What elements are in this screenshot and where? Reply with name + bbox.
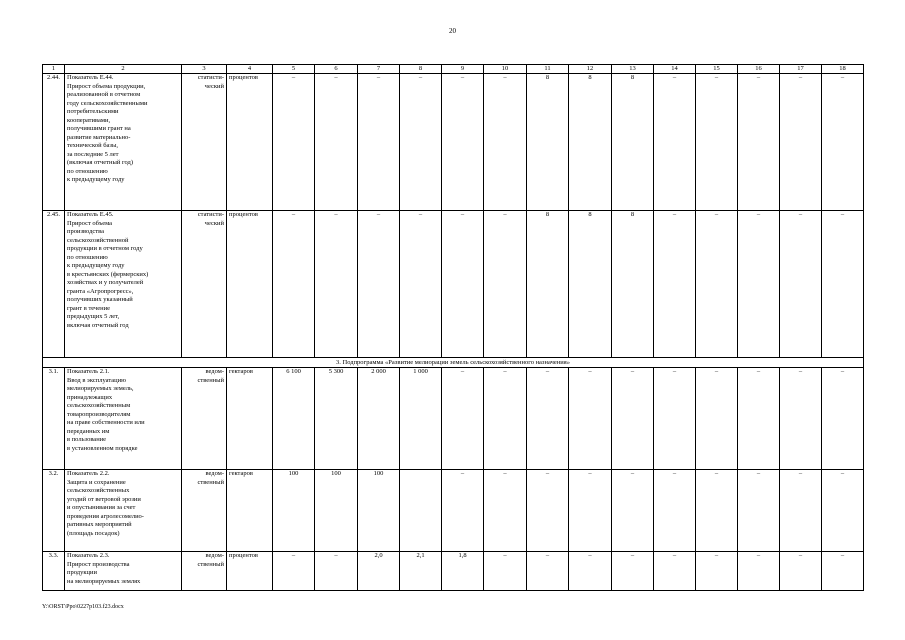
value-cell: – — [780, 470, 822, 552]
column-number-header: 16 — [738, 65, 780, 74]
value-cell: – — [654, 211, 696, 358]
column-number-header: 15 — [696, 65, 738, 74]
subprogram-title: 3. Подпрограмма «Развитие мелиорации земель сельскохозяйственного назначения» — [43, 358, 864, 368]
column-number-header: 11 — [527, 65, 569, 74]
unit-of-measure: процентов — [227, 211, 273, 358]
unit-of-measure: процентов — [227, 74, 273, 211]
value-cell: – — [527, 552, 569, 591]
value-cell: – — [780, 74, 822, 211]
value-cell: – — [612, 552, 654, 591]
indicator-name: Показатель Е.44. Прирост объема продукции, реализованной в отчетном году сельскохозяйственными потребительскими кооперативами, получившими грант на развитие материально- технической базы, за последние 5 лет (включая отчетный год) по отношению к предыдущему году — [65, 74, 182, 211]
value-cell: – — [822, 368, 864, 470]
value-cell: 8 — [612, 211, 654, 358]
value-cell: – — [358, 74, 400, 211]
value-cell: – — [527, 470, 569, 552]
value-cell: 8 — [527, 74, 569, 211]
value-cell: – — [273, 552, 315, 591]
row-number: 3.3. — [43, 552, 65, 591]
value-cell: – — [442, 470, 484, 552]
value-cell: 2,0 — [358, 552, 400, 591]
value-cell: – — [484, 74, 527, 211]
page-number: 20 — [449, 27, 456, 35]
value-cell: – — [738, 368, 780, 470]
value-cell: 2 000 — [358, 368, 400, 470]
data-source: ведом- ственный — [182, 368, 227, 470]
value-cell: – — [273, 211, 315, 358]
value-cell: – — [696, 368, 738, 470]
column-number-header: 9 — [442, 65, 484, 74]
value-cell: – — [484, 211, 527, 358]
column-number-header: 7 — [358, 65, 400, 74]
value-cell: – — [822, 470, 864, 552]
column-number-header: 18 — [822, 65, 864, 74]
value-cell: – — [654, 368, 696, 470]
value-cell: – — [569, 470, 612, 552]
column-number-header: 8 — [400, 65, 442, 74]
value-cell: 100 — [315, 470, 358, 552]
value-cell: 5 300 — [315, 368, 358, 470]
value-cell: 8 — [527, 211, 569, 358]
data-source: статисти- ческий — [182, 74, 227, 211]
value-cell: – — [442, 368, 484, 470]
value-cell: – — [822, 74, 864, 211]
indicator-table — [42, 64, 864, 591]
value-cell: – — [527, 368, 569, 470]
value-cell: – — [738, 470, 780, 552]
header-row — [43, 65, 864, 74]
value-cell: 2,1 — [400, 552, 442, 591]
value-cell: – — [273, 74, 315, 211]
value-cell: 1,8 — [442, 552, 484, 591]
value-cell: – — [738, 552, 780, 591]
unit-of-measure: процентов — [227, 552, 273, 591]
table-row — [43, 368, 864, 470]
value-cell: 8 — [569, 74, 612, 211]
value-cell: – — [654, 552, 696, 591]
value-cell: – — [696, 552, 738, 591]
value-cell: 8 — [612, 74, 654, 211]
column-number-header: 12 — [569, 65, 612, 74]
value-cell: – — [484, 368, 527, 470]
value-cell: – — [569, 552, 612, 591]
value-cell: – — [315, 552, 358, 591]
value-cell: – — [780, 211, 822, 358]
column-number-header: 3 — [182, 65, 227, 74]
value-cell: – — [696, 74, 738, 211]
value-cell: 6 100 — [273, 368, 315, 470]
value-cell: – — [400, 74, 442, 211]
row-number: 3.2. — [43, 470, 65, 552]
column-number-header: 13 — [612, 65, 654, 74]
indicator-name: Показатель 2.1. Ввод в эксплуатацию мелиорируемых земель, принадлежащих сельскохозяйственным товаропроизводителям на праве собственности или переданных им в пользование в установленном порядке — [65, 368, 182, 470]
value-cell: – — [696, 211, 738, 358]
data-source: ведом- ственный — [182, 470, 227, 552]
value-cell: 1 000 — [400, 368, 442, 470]
unit-of-measure: гектаров — [227, 470, 273, 552]
value-cell: – — [654, 470, 696, 552]
column-number-header: 17 — [780, 65, 822, 74]
column-number-header: 14 — [654, 65, 696, 74]
value-cell: – — [442, 211, 484, 358]
column-number-header: 10 — [484, 65, 527, 74]
value-cell: – — [738, 211, 780, 358]
file-path-footer: Y:\ORST\Ppo\0227p103.f23.docx — [42, 604, 124, 610]
value-cell: – — [738, 74, 780, 211]
value-cell: – — [315, 211, 358, 358]
row-number: 2.45. — [43, 211, 65, 358]
table-row — [43, 552, 864, 591]
indicator-name: Показатель 2.2. Защита и сохранение сельскохозяйственных угодий от ветровой эрозии и опустынивания за счет проведения агролесомелио- ративных мероприятий (площадь посадок) — [65, 470, 182, 552]
value-cell: – — [569, 368, 612, 470]
column-number-header: 6 — [315, 65, 358, 74]
value-cell: – — [780, 552, 822, 591]
column-number-header: 5 — [273, 65, 315, 74]
table-row — [43, 470, 864, 552]
subprogram-row — [43, 358, 864, 368]
table-row — [43, 74, 864, 211]
data-source: статисти- ческий — [182, 211, 227, 358]
value-cell: – — [822, 211, 864, 358]
row-number: 2.44. — [43, 74, 65, 211]
value-cell: – — [484, 552, 527, 591]
value-cell: – — [822, 552, 864, 591]
value-cell: – — [612, 368, 654, 470]
value-cell: 100 — [358, 470, 400, 552]
value-cell — [400, 470, 442, 552]
value-cell: 8 — [569, 211, 612, 358]
value-cell: – — [696, 470, 738, 552]
data-source: ведом- ственный — [182, 552, 227, 591]
indicator-name: Показатель 2.3. Прирост производства продукции на мелиорируемых землях — [65, 552, 182, 591]
value-cell: – — [400, 211, 442, 358]
column-number-header: 1 — [43, 65, 65, 74]
value-cell: – — [484, 470, 527, 552]
value-cell: 100 — [273, 470, 315, 552]
value-cell: – — [654, 74, 696, 211]
indicator-name: Показатель Е.45. Прирост объема производства сельскохозяйственной продукции в отчетном году по отношению к предыдущему году в крестьянских (фермерских) хозяйствах и у получателей гранта «Агропрогресс», получивших указанный грант в течение предыдущих 5 лет, включая отчетный год — [65, 211, 182, 358]
value-cell: – — [780, 368, 822, 470]
value-cell: – — [442, 74, 484, 211]
column-number-header: 2 — [65, 65, 182, 74]
value-cell: – — [315, 74, 358, 211]
value-cell: – — [358, 211, 400, 358]
table-row — [43, 211, 864, 358]
unit-of-measure: гектаров — [227, 368, 273, 470]
row-number: 3.1. — [43, 368, 65, 470]
value-cell: – — [612, 470, 654, 552]
column-number-header: 4 — [227, 65, 273, 74]
